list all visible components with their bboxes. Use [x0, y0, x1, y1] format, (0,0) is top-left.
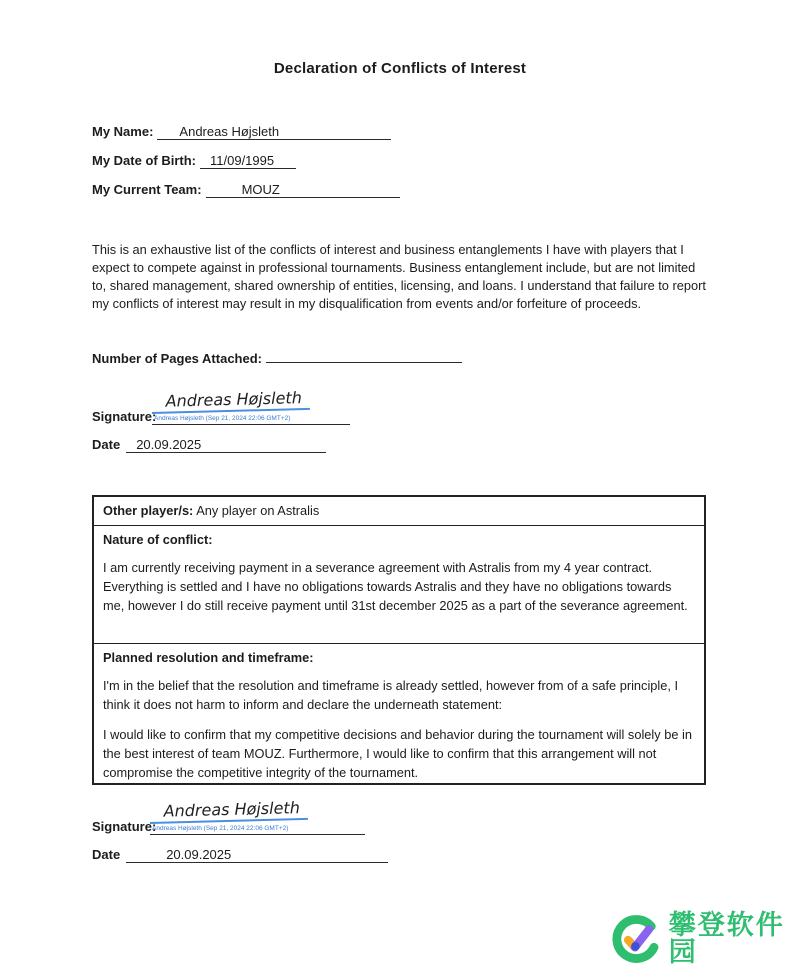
nature-of-conflict-label: Nature of conflict:	[103, 532, 213, 547]
signature-timestamp: Andreas Højsleth (Sep 21, 2024 22:06 GMT+2)	[154, 415, 291, 422]
field-my-name-value: Andreas Højsleth	[157, 124, 391, 140]
signature-block-bottom	[92, 798, 392, 850]
planned-resolution-body-2: I would like to confirm that my competitive decisions and behavior during the tournament will solely be in the best interest of team MOUZ. Furthermore, I would like to confirm that this arrangement will not compromise the competitive integrity of the tournament.	[103, 727, 692, 780]
nature-of-conflict-body: I am currently receiving payment in a severance agreement with Astralis from my 4 year contract. Everything is settled and I have no obligations towards Astralis and they have no obligations towards me, however I do still receive payment until 31st december 2025 as a part of the severance agreement.	[103, 560, 688, 613]
page-title: Declaration of Conflicts of Interest	[273, 60, 527, 77]
date-label: Date	[92, 847, 121, 862]
conflict-table	[92, 495, 706, 785]
table-row-other-players	[94, 497, 704, 526]
other-players-value: Any player on Astralis	[196, 503, 320, 518]
date-label: Date	[92, 437, 121, 452]
field-pages-attached-label: Number of Pages Attached:	[92, 351, 262, 366]
intro-paragraph: This is an exhaustive list of the conflicts of interest and business entanglements I have with players that I expect to compete against in professional tournaments. Business entanglement include, but are not limited to, shared management, shared ownership of entities, licensing, and loans. I understand that failure to report my conflicts of interest may result in my disqualification from events and/or forfeiture of proceeds.	[92, 242, 706, 311]
planned-resolution-label: Planned resolution and timeframe:	[103, 650, 314, 665]
field-current-team-label: My Current Team:	[92, 182, 202, 197]
signature-handwriting: Andreas Højsleth	[149, 798, 308, 824]
signature-block-top	[92, 388, 392, 440]
date-value: 20.09.2025	[126, 437, 326, 453]
field-date-of-birth-label: My Date of Birth:	[92, 153, 196, 168]
field-current-team-value: MOUZ	[206, 182, 400, 198]
date-row-top	[92, 437, 326, 453]
signature-label: Signature:	[92, 409, 157, 424]
field-date-of-birth-value: 11/09/1995	[200, 153, 296, 169]
field-my-name	[92, 124, 391, 140]
signature-label: Signature:	[92, 819, 157, 834]
watermark-text: 攀登软件园	[668, 910, 785, 968]
field-pages-attached	[92, 351, 462, 366]
field-date-of-birth	[92, 153, 296, 169]
signature-line	[150, 834, 365, 835]
date-row-bottom	[92, 847, 388, 863]
table-row-nature-of-conflict	[94, 526, 704, 644]
other-players-label: Other player/s:	[103, 503, 194, 518]
checkmark-ring-icon	[612, 913, 663, 965]
site-watermark	[612, 912, 800, 966]
signature-timestamp: Andreas Højsleth (Sep 21, 2024 22:06 GMT+2)	[152, 825, 289, 832]
planned-resolution-body-1: I'm in the belief that the resolution and timeframe is already settled, however from of a safe principle, I think it does not harm to inform and declare the underneath statement:	[103, 678, 679, 712]
signature-handwriting: Andreas Højsleth	[151, 388, 310, 414]
signature-line	[152, 424, 350, 425]
field-my-name-label: My Name:	[92, 124, 154, 139]
signature-widget	[152, 388, 310, 422]
field-pages-attached-value	[266, 362, 462, 363]
date-value: 20.09.2025	[126, 847, 388, 863]
field-current-team	[92, 182, 400, 198]
signature-widget	[150, 798, 308, 832]
table-row-planned-resolution	[94, 644, 704, 783]
